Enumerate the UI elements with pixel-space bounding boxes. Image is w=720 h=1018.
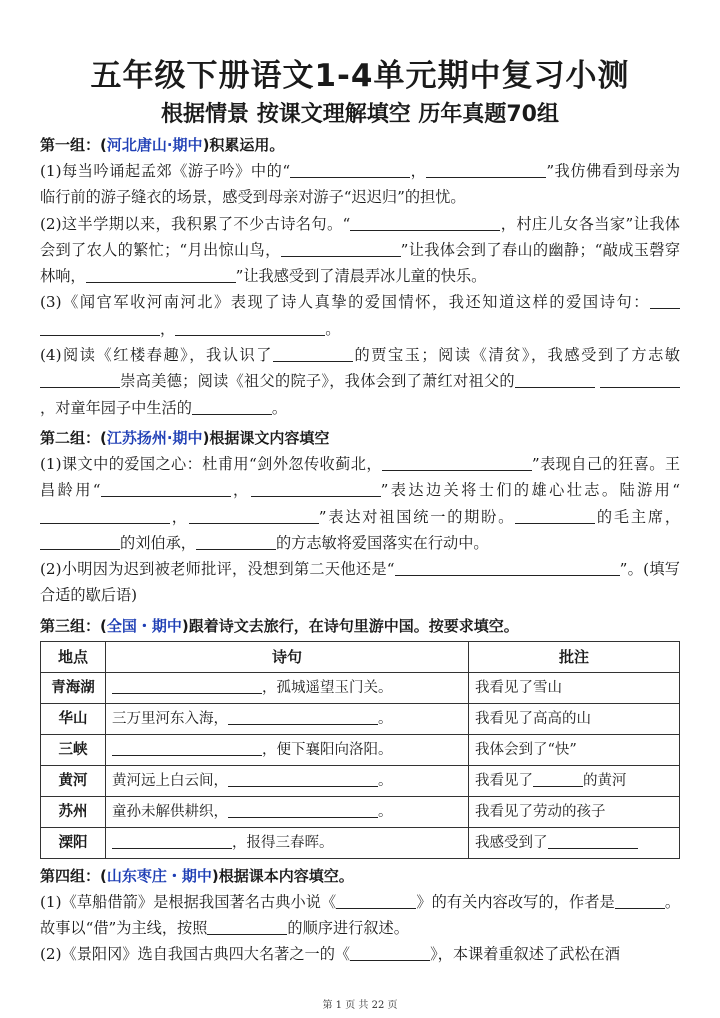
column-header-poem: 诗句 [106,641,469,672]
group1-q2-text: ”让我感受到了清晨弄冰儿童的快乐。 [235,267,487,286]
answer-blank[interactable] [515,371,595,388]
answer-blank[interactable] [336,892,416,909]
answer-blank[interactable] [533,770,583,787]
group1-q3-text: (3)《闻官军收河南河北》表现了诗人真挚的爱国情怀，我还知道这样的爱国诗句： [40,293,650,312]
answer-blank[interactable] [196,533,276,550]
place-cell: 苏州 [41,796,106,827]
group2-q1-text: ”表达边关将士们的雄心壮志。陆游用“ [380,481,681,500]
group2-q1-text: 的方志敏将爱国落实在行动中。 [275,533,489,552]
column-header-note: 批注 [469,641,680,672]
group1-q1 [40,158,680,211]
place-cell: 青海湖 [41,672,106,703]
group1-q3-text: 。 [325,319,341,338]
group2-q2-text: (2)小明因为迟到被老师批评，没想到第二天他还是“ [40,560,395,579]
poem-cell [106,734,469,765]
place-cell: 三峡 [41,734,106,765]
group2-source: 江苏扬州·期中 [106,428,203,447]
answer-blank[interactable] [382,454,532,471]
group1-q1-text: ”我仿佛看到母亲为临行前的游子缝衣的场景，感受到母亲对游子“迟迟归”的担忧。 [40,162,681,207]
group4-q1-text: (1)《草船借箭》是根据我国著名古典小说《 [40,892,337,911]
answer-blank[interactable] [228,770,378,787]
group1-q2-text: (2)这半学期以来，我积累了不少古诗名句。“ [40,214,351,233]
answer-blank[interactable] [112,739,262,756]
answer-blank[interactable] [175,319,325,336]
group4-q1-text: 的顺序进行叙述。 [287,919,409,938]
group2-q1-text: ”表达对祖国统一的期盼。 [318,507,516,526]
group2-q2-text: ”。(填写合适的歇后语) [40,560,680,605]
group1-q4-text: 崇高美德；阅读《祖父的院子》，我体会到了萧红对祖父的 [120,372,515,391]
note-text: 的黄河 [583,772,627,789]
note-text: 我看见了 [475,772,533,789]
group1-q4-text: 的贾宝玉；阅读《清贫》，我感受到了方志敏 [352,346,680,365]
group4-q1-text: 》的有关内容改写的，作者是 [416,892,615,911]
answer-blank[interactable] [40,319,160,336]
group4-q1 [40,889,680,942]
answer-blank[interactable] [192,398,272,415]
group4-q2-text: 》，本课着重叙述了武松在酒 [430,945,620,964]
group2-q1-text: 的刘伯承， [120,533,196,552]
travel-poem-table [40,641,680,859]
answer-blank[interactable] [515,507,595,524]
group2-task: )根据课文内容填空 [202,428,330,447]
group3-task: )跟着诗文去旅行，在诗句里游中国。按要求填空。 [181,616,519,635]
group1-q3 [40,289,680,342]
answer-blank[interactable] [350,214,500,231]
group3-source: 全国・期中 [106,616,182,635]
column-header-place: 地点 [41,641,106,672]
place-cell: 黄河 [41,765,106,796]
poem-text: 三万里河东入海， [112,710,228,727]
group1-q4 [40,342,680,421]
poem-cell [106,796,469,827]
answer-blank[interactable] [86,266,236,283]
answer-blank[interactable] [548,832,638,849]
answer-blank[interactable] [112,677,262,694]
note-text: 我感受到了 [475,834,548,851]
answer-blank[interactable] [251,480,381,497]
poem-text: 。 [378,710,393,727]
answer-blank[interactable] [40,371,120,388]
note-cell [469,703,680,734]
group4-q2 [40,941,680,967]
answer-blank[interactable] [112,832,232,849]
group1-heading [40,132,680,158]
note-cell [469,765,680,796]
poem-cell [106,672,469,703]
group2-q1-text: 的毛主席， [595,507,681,526]
group1-label: 第一组：( [40,136,107,154]
note-cell [469,796,680,827]
poem-text: 黄河远上白云间， [112,772,228,789]
poem-cell [106,703,469,734]
answer-blank[interactable] [650,292,680,309]
group3-heading [40,613,680,639]
group2-q1 [40,451,680,556]
poem-cell [106,827,469,858]
poem-text: ，便下襄阳向洛阳。 [262,741,393,758]
table-row [41,734,680,765]
table-row [41,796,680,827]
group1-task: )积累运用。 [202,136,285,154]
group1-q2-text: ”让我体会到了春山的幽静；“敲成玉磬穿林响， [40,240,681,286]
answer-blank[interactable] [40,533,120,550]
group1-q2-text: ，村庄儿女各当家”让我体会到了农人的繁忙；“月出惊山鸟， [40,214,680,259]
group2-q1-text: (1)课文中的爱国之心：杜甫用“剑外忽传收蓟北， [40,454,382,473]
note-cell [469,827,680,858]
poem-text: 。 [378,803,393,820]
page-subtitle: 根据情景 按课文理解填空 历年真题70组 [161,102,559,127]
group1-q2 [40,211,680,290]
group1-q1-text: ， [410,162,427,180]
group2-heading [40,425,680,451]
answer-blank[interactable] [290,161,410,178]
note-text: 我看见了劳动的孩子 [475,803,606,820]
table-row [41,827,680,858]
note-text: 我看见了高高的山 [475,710,591,727]
answer-blank[interactable] [273,345,353,362]
group2-q2 [40,556,680,609]
group2-q1-text: ， [170,507,189,526]
group3-label: 第三组：( [40,616,107,635]
group4-heading [40,863,680,889]
group4-q2-text: (2)《景阳冈》选自我国古典四大名著之一的《 [40,945,351,964]
table-row [41,672,680,703]
note-cell [469,672,680,703]
table-row [41,703,680,734]
page-footer: 第 1 页 共 22 页 [322,1000,398,1011]
answer-blank[interactable] [228,801,378,818]
answer-blank[interactable] [600,371,680,388]
poem-text: ，孤城遥望玉门关。 [262,679,393,696]
answer-blank[interactable] [207,918,287,935]
group1-source: 河北唐山·期中 [106,136,203,154]
group2-q1-text: ， [230,481,251,500]
poem-cell [106,765,469,796]
poem-text: ，报得三春晖。 [232,834,334,851]
answer-blank[interactable] [395,559,620,576]
group4-label: 第四组：( [40,866,107,885]
answer-blank[interactable] [40,507,170,524]
place-cell: 华山 [41,703,106,734]
note-cell [469,734,680,765]
group1-q1-text: (1)每当吟诵起孟郊《游子吟》中的“ [40,162,291,180]
group1-q4-text: ，对童年园子中生活的 [40,398,192,417]
page-title: 五年级下册语文1-4单元期中复习小测 [90,58,630,94]
group4-source: 山东枣庄・期中 [106,866,212,885]
table-header-row [41,641,680,672]
answer-blank[interactable] [426,161,546,178]
group4-q1-text: 。故事以“借”为主线，按照 [40,892,681,938]
answer-blank[interactable] [228,708,378,725]
note-text: 我看见了雪山 [475,679,562,696]
table-row [41,765,680,796]
answer-blank[interactable] [101,480,231,497]
group1-q4-text: (4)阅读《红楼春趣》，我认识了 [40,346,273,365]
document-body [40,128,680,968]
note-text: 我体会到了“快” [475,741,577,758]
answer-blank[interactable] [189,507,319,524]
group1-q3-text: ， [160,319,176,338]
place-cell: 溧阳 [41,827,106,858]
group4-task: )根据课本内容填空。 [211,866,354,885]
answer-blank[interactable] [350,944,430,961]
answer-blank[interactable] [281,240,401,257]
group2-label: 第二组：( [40,428,107,447]
group1-q4-text: 。 [271,398,288,417]
answer-blank[interactable] [615,892,665,909]
group2-q1-text: ”表现自己的狂喜。王昌龄用“ [40,454,681,500]
poem-text: 童孙未解供耕织， [112,803,228,820]
poem-text: 。 [378,772,393,789]
